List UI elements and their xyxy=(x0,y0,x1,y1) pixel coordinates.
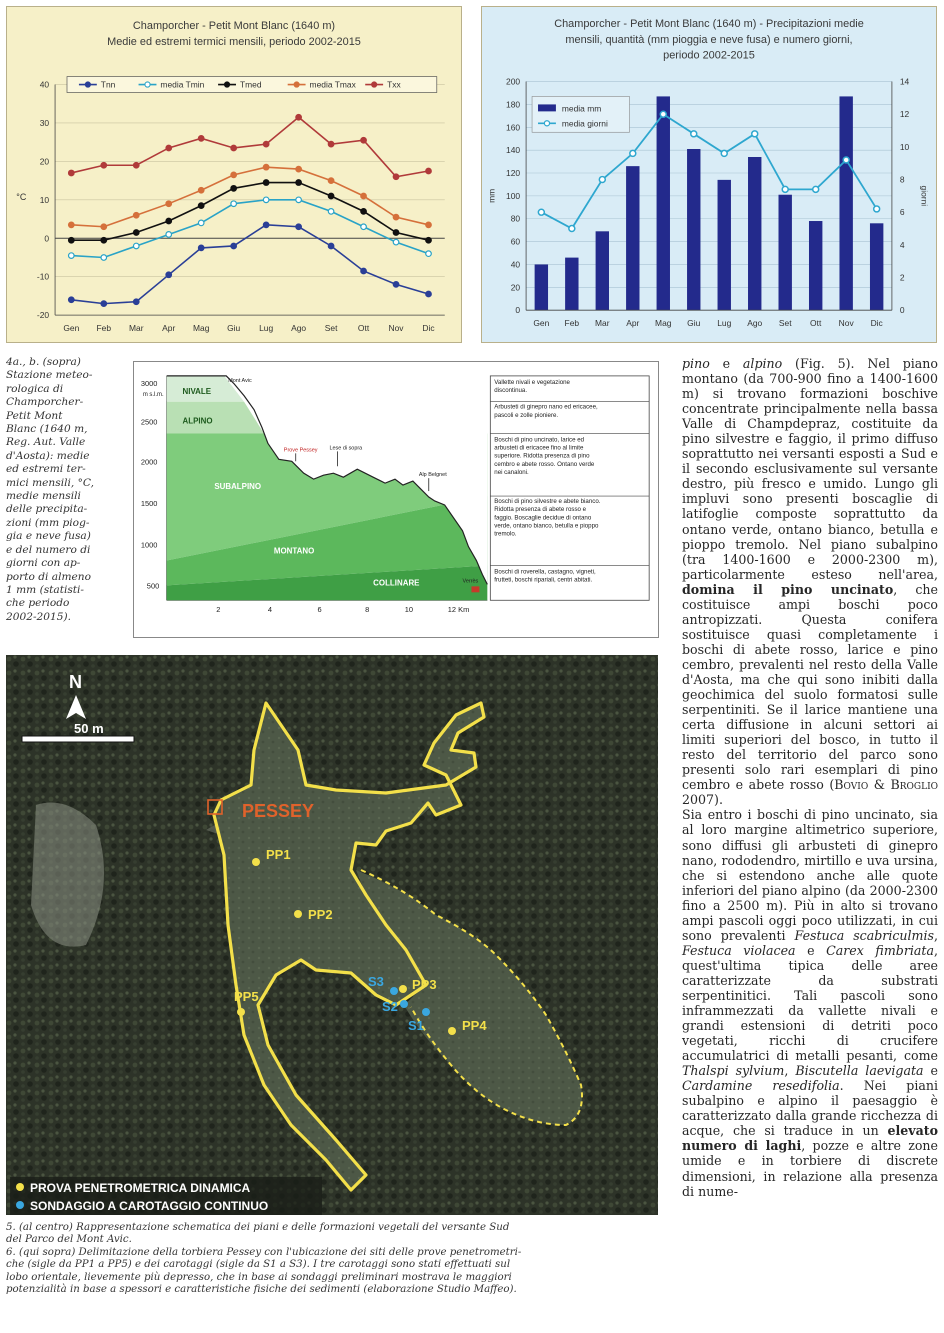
legend-label: media giorni xyxy=(561,118,608,129)
rock-area xyxy=(31,803,104,947)
days-point xyxy=(874,206,880,212)
data-point xyxy=(101,237,107,243)
y-tick-label: 10 xyxy=(39,194,50,205)
y-tick-3000: 3000 xyxy=(140,378,158,388)
y-unit: m s.l.m. xyxy=(142,391,164,398)
chart-title: Champorcher - Petit Mont Blanc (1640 m) xyxy=(132,19,336,32)
text-run: e xyxy=(923,1063,938,1079)
precipitation-chart xyxy=(481,6,937,343)
caption-line: che periodo xyxy=(6,597,70,610)
pp3-marker xyxy=(399,985,407,993)
caption-line: 5. (al centro) Rappresentazione schematica dei piani e delle formazioni vegetali del versante Sud xyxy=(6,1222,510,1233)
chart-legend xyxy=(67,77,437,93)
s3-marker xyxy=(390,987,398,995)
figure-caption-4 xyxy=(6,356,126,624)
data-point xyxy=(328,178,334,184)
x-tick-label: Set xyxy=(778,318,792,329)
text-run: alpino xyxy=(742,356,783,371)
text-run: , xyxy=(933,927,938,943)
legend-s-icon xyxy=(16,1201,24,1209)
description-line: arbusteti di ericacee fino al limite xyxy=(494,444,584,452)
caption-line: Blanc (1640 m, xyxy=(6,423,88,436)
legend-bar-swatch xyxy=(538,104,556,111)
pp5-marker xyxy=(237,1008,245,1016)
data-point xyxy=(101,224,107,230)
text-run: pino xyxy=(682,356,710,371)
site-label: PESSEY xyxy=(242,801,315,821)
caption-line: Petit Mont xyxy=(6,409,63,422)
caption-line: 6. (qui sopra) Delimitazione della torbiera Pessey con l'ubicazione dei siti delle prove penetrometri- xyxy=(6,1246,522,1258)
legend-label: Tmed xyxy=(239,79,262,90)
description-line: faggio. Boscaglie decidue di ontano xyxy=(494,514,592,522)
y-tick-label: 80 xyxy=(510,213,521,224)
caption-line: del Parco del Mont Avic. xyxy=(6,1234,132,1246)
text-run: , che costituisce ampi boschi poco antropizzati. Questa conifera sostituisce quasi completamente i boschi di abete rosso, larice e pino cembro, prevalenti nel resto della Valle d'Aosta, ma che qui sono inibiti dalla geochimica del suolo formatosi sulle serpentiniti. Se il larice mantiene una certa diffusione in alcuni settori ai limiti superiori del bosco, in tutto il resto del territorio del parco sono presenti solo rari esemplari di pino cembro e abete rosso ( xyxy=(682,581,938,793)
x-tick-label: Mar xyxy=(595,318,610,329)
y-tick-label: 180 xyxy=(506,99,521,110)
data-point xyxy=(263,164,269,170)
y-tick-label: 0 xyxy=(44,233,50,244)
x-tick-label: Feb xyxy=(564,318,580,329)
data-point xyxy=(361,209,367,215)
legend-swatch-point xyxy=(372,82,377,87)
legend-swatch-point xyxy=(224,82,229,87)
x-tick-label: Gen xyxy=(533,318,550,329)
y-tick-1000: 1000 xyxy=(140,540,158,550)
days-point xyxy=(630,150,636,156)
x-tick-label: Apr xyxy=(626,318,640,329)
vegetation-belts-diagram xyxy=(133,361,659,638)
text-run: Sia entro i boschi di pino uncinato, sia al loro margine altimetrico superiore, sono diffusi gli arbusteti di ginepro nano, rododendro, mirtillo e uva ursina, che si estendono anche alle quote inferiori del piano alpino (da 2000-2300 fino a 2500 m). Più in alto si trovano ampi pascoli oggi poco utilizzati, in cui sono prevalenti xyxy=(682,807,938,943)
data-point xyxy=(328,141,334,147)
x-tick-label: Ago xyxy=(291,323,307,334)
data-point xyxy=(69,170,75,176)
data-point xyxy=(133,212,139,218)
bar xyxy=(657,96,670,310)
y2-axis-label: giorni xyxy=(919,185,930,207)
x-tick-label: Mag xyxy=(192,323,210,334)
data-point xyxy=(328,193,334,199)
caption-line: Stazione meteo- xyxy=(6,369,93,382)
bar xyxy=(748,157,761,310)
bar xyxy=(839,96,852,310)
data-point xyxy=(296,114,302,120)
x-tick-6: 6 xyxy=(317,605,322,615)
data-point xyxy=(69,237,75,243)
legend-pp-label: PROVA PENETROMETRICA DINAMICA xyxy=(30,1181,251,1195)
data-point xyxy=(231,186,237,192)
description-line: pascoli e zolle pioniere. xyxy=(494,411,559,419)
place-alp-belgnet: Alp Belgnet xyxy=(418,472,447,479)
x-tick-label: Lug xyxy=(259,323,274,334)
temperature-chart-svg xyxy=(7,7,461,342)
legend-swatch-point xyxy=(294,82,299,87)
legend-label: media mm xyxy=(561,103,602,114)
y-tick-label: 0 xyxy=(515,305,521,316)
data-point xyxy=(426,251,432,257)
y2-tick-label: 12 xyxy=(899,109,910,120)
text-run: Biscutella laevigata xyxy=(795,1063,924,1079)
pp4-label: PP4 xyxy=(462,1018,487,1033)
x-tick-label: Giu xyxy=(227,323,241,334)
days-point xyxy=(538,209,544,215)
legend-swatch-point xyxy=(85,82,90,87)
y-tick-label: 120 xyxy=(506,167,521,178)
scale-bar xyxy=(22,736,134,742)
legend-label: Txx xyxy=(387,79,401,90)
place-lese-di-sopra: Lese di sopra xyxy=(329,445,363,452)
caption-line: lobo orientale, lievemente più depresso, che in base ai sondaggi preliminari mostrava le maggiori xyxy=(6,1271,512,1283)
data-point xyxy=(133,243,139,249)
bar xyxy=(687,149,700,310)
text-run: elevato numero di laghi xyxy=(682,1123,938,1154)
legend-label: media Tmin xyxy=(160,79,205,90)
y2-tick-label: 0 xyxy=(899,305,905,316)
caption-line: 4a., b. (sopra) xyxy=(6,356,81,368)
days-point xyxy=(721,150,727,156)
y-tick-label: 100 xyxy=(506,190,521,201)
north-label: N xyxy=(69,672,82,692)
s2-marker xyxy=(400,1000,408,1008)
pp2-label: PP2 xyxy=(308,907,333,922)
y-tick-label: -10 xyxy=(36,271,50,282)
x-tick-label: Dic xyxy=(422,323,435,334)
caption-line: gia e neve fusa) xyxy=(6,530,91,543)
text-run: e xyxy=(795,942,827,958)
y-tick-label: 20 xyxy=(510,282,521,293)
bar xyxy=(870,223,883,310)
data-point xyxy=(263,141,269,147)
caption-line: potenzialità in base a spessori e caratteristiche fisiche dei sedimenti (elaborazione Studio Maffeo). xyxy=(6,1284,517,1296)
data-point xyxy=(393,239,399,245)
data-point xyxy=(198,203,204,209)
description-line: Vallette nivali e vegetazione xyxy=(494,378,570,386)
description-line: nei canaloni. xyxy=(494,468,529,476)
x-tick-4: 4 xyxy=(267,605,272,615)
days-point xyxy=(660,111,666,117)
text-run: , xyxy=(784,1063,796,1079)
data-point xyxy=(101,301,107,307)
data-point xyxy=(166,145,172,151)
data-point xyxy=(296,166,302,172)
data-point xyxy=(231,243,237,249)
description-line: Boschi di pino uncinato, larice ed xyxy=(494,436,585,444)
caption-line: d'Aosta): medie xyxy=(6,449,90,462)
data-point xyxy=(361,193,367,199)
article-paragraph-1 xyxy=(682,356,938,807)
days-point xyxy=(813,186,819,192)
caption-line: Reg. Aut. Valle xyxy=(6,436,86,449)
data-point xyxy=(263,222,269,228)
bar xyxy=(779,195,792,310)
legend-label: Tnn xyxy=(100,79,116,90)
text-run: domina il pino uncinato xyxy=(682,581,894,597)
text-run: Cardamine resedifolia xyxy=(682,1078,840,1094)
legend-pp-icon xyxy=(16,1183,24,1191)
description-line: superiore. Ridotta presenza di pino xyxy=(494,452,590,460)
data-point xyxy=(426,222,432,228)
place-verres: Verrès xyxy=(462,578,479,585)
y2-tick-label: 14 xyxy=(899,76,910,87)
text-run: , pozze e altre zone umide e in torbiere di discrete dimensioni, in relazione alla presenza di nume- xyxy=(682,1138,938,1199)
y-tick-label: 30 xyxy=(39,117,50,128)
bar xyxy=(626,166,639,310)
data-point xyxy=(426,168,432,174)
series-line-0 xyxy=(71,225,428,304)
y2-tick-label: 10 xyxy=(899,141,910,152)
x-tick-8: 8 xyxy=(365,605,370,615)
data-point xyxy=(393,174,399,180)
text-run: 2007). xyxy=(682,792,723,808)
data-point xyxy=(328,243,334,249)
pp1-marker xyxy=(252,858,260,866)
caption-line: delle precipita- xyxy=(6,503,88,516)
data-point xyxy=(133,162,139,168)
data-point xyxy=(198,245,204,251)
y-tick-label: 140 xyxy=(506,145,521,156)
bar xyxy=(596,231,609,310)
data-point xyxy=(328,209,334,215)
x-tick-label: Ago xyxy=(747,318,763,329)
pp4-marker xyxy=(448,1027,456,1035)
caption-line: porto di almeno xyxy=(6,570,91,583)
legend-point-swatch xyxy=(544,121,549,126)
x-tick-label: Nov xyxy=(838,318,854,329)
series-line-4 xyxy=(71,117,428,177)
y-tick-500: 500 xyxy=(146,581,160,591)
y-tick-1500: 1500 xyxy=(140,498,158,508)
data-point xyxy=(231,201,237,207)
x-tick-label: Mag xyxy=(655,318,672,329)
days-point xyxy=(782,186,788,192)
data-point xyxy=(198,136,204,142)
chart-subtitle: Medie ed estremi termici mensili, periodo 2002-2015 xyxy=(107,35,361,48)
s3-label: S3 xyxy=(368,974,384,989)
data-point xyxy=(296,197,302,203)
x-tick-label: Mar xyxy=(128,323,144,334)
text-run: (Fig. 5). Nel piano montano (da 700-900 fino a 1400-1600 m) si trovano formazioni boschive concentrate principalmente nella bassa Valle di Champdepraz, costituite da pino silvestre e faggio, il primo diffuso soprattutto nei versanti esposti a Sud e il secondo esclusivamente sul versante destro, più fresco e umido. Lungo gli impluvi sono presenti boscaglie di latifoglie composte soprattutto da ontano verde, ontano bianco, betulla e pioppo tremolo. Nel piano subalpino (tra 1400-1600 e 2000-2300 m), particolarmente esteso nell'area, xyxy=(682,356,938,582)
caption-line: rologica di xyxy=(6,382,64,395)
data-point xyxy=(426,237,432,243)
y2-tick-label: 8 xyxy=(899,174,905,185)
article-column xyxy=(682,356,938,1199)
x-tick-label: Nov xyxy=(388,323,404,334)
zone-label-subalpino: SUBALPINO xyxy=(214,482,262,492)
days-point xyxy=(691,131,697,137)
x-tick-12: 12 Km xyxy=(447,605,470,615)
x-tick-10: 10 xyxy=(404,605,414,615)
data-point xyxy=(166,201,172,207)
place-prove-pessey: Prove Pessey xyxy=(283,447,318,454)
bar xyxy=(718,180,731,310)
data-point xyxy=(263,180,269,186)
text-run: Festuca violacea xyxy=(682,942,796,958)
legend-s-label: SONDAGGIO A CAROTAGGIO CONTINUO xyxy=(30,1199,269,1213)
pp1-label: PP1 xyxy=(266,847,291,862)
description-line: Boschi di pino silvestre e abete bianco. xyxy=(494,497,601,505)
data-point xyxy=(296,224,302,230)
data-point xyxy=(101,255,107,261)
data-point xyxy=(198,187,204,193)
scale-label: 50 m xyxy=(74,721,104,736)
data-point xyxy=(296,180,302,186)
text-run: , quest'ultima tipica delle aree caratterizzate da substrati serpentinitici. Tali pascoli sono inframmezzati da vallette nivali e grandi estensioni di detriti poco vegetati, ricchi di crucifere accumulatrici di metalli pesanti, come xyxy=(682,942,938,1064)
chart-title-line-3: periodo 2002-2015 xyxy=(663,49,755,62)
description-line: frutteti, boschi ripariali, centri abitati. xyxy=(494,576,593,584)
y-tick-2500: 2500 xyxy=(140,417,158,427)
chart-title-line-1: Champorcher - Petit Mont Blanc (1640 m) - Precipitazioni medie xyxy=(554,17,864,30)
description-line: tremolo. xyxy=(494,530,517,538)
data-point xyxy=(69,253,75,259)
data-point xyxy=(393,214,399,220)
y-tick-label: 160 xyxy=(506,122,521,133)
data-point xyxy=(263,197,269,203)
bar xyxy=(809,221,822,310)
text-run: . Nei piani subalpino e alpino il paesaggio è caratterizzato dalla grande ricchezza di acque, che si traduce in un xyxy=(682,1078,938,1139)
y-tick-label: 40 xyxy=(510,259,521,270)
zone-alpino xyxy=(167,402,264,434)
x-tick-label: Ott xyxy=(810,318,822,329)
data-point xyxy=(133,230,139,236)
bar xyxy=(565,258,578,311)
zone-label-alpino: ALPINO xyxy=(182,416,213,426)
caption-line: 2002-2015). xyxy=(6,610,72,623)
pp5-label: PP5 xyxy=(234,989,259,1004)
x-tick-label: Ott xyxy=(357,323,370,334)
temperature-chart xyxy=(6,6,462,343)
vegetation-belts-svg xyxy=(134,362,658,637)
pessey-aerial-map xyxy=(6,655,658,1215)
data-point xyxy=(166,232,172,238)
data-point xyxy=(361,224,367,230)
description-line: verde, ontano bianco, betulla e pioppo xyxy=(494,522,599,530)
article-paragraph-2 xyxy=(682,807,938,1198)
chart-series xyxy=(69,114,432,306)
s1-label: S1 xyxy=(408,1018,424,1033)
caption-line: e del numero di xyxy=(6,543,91,556)
description-line: discontinua. xyxy=(494,386,528,394)
caption-line: medie mensili xyxy=(6,490,81,503)
caption-line: mici mensili, °C, xyxy=(6,476,94,489)
description-line: cembro e abete rosso. Ontano verde xyxy=(494,460,595,468)
data-point xyxy=(166,272,172,278)
zone-label-montano: MONTANO xyxy=(273,546,315,556)
data-point xyxy=(426,291,432,297)
series-line-1 xyxy=(71,200,428,258)
village-icon xyxy=(471,586,479,592)
s1-marker xyxy=(422,1008,430,1016)
data-point xyxy=(361,137,367,143)
bar xyxy=(535,264,548,310)
x-tick-label: Feb xyxy=(96,323,112,334)
y-axis-label: °C xyxy=(16,191,27,202)
days-point xyxy=(752,131,758,137)
x-tick-label: Dic xyxy=(870,318,883,329)
description-line: Arbusteti di ginepro nano ed ericacee, xyxy=(494,403,598,411)
series-line-3 xyxy=(71,167,428,227)
y-tick-label: 200 xyxy=(506,76,521,87)
legend-swatch-point xyxy=(145,82,150,87)
data-point xyxy=(393,230,399,236)
legend-label: media Tmax xyxy=(309,79,356,90)
zone-label-nivale: NIVALE xyxy=(182,386,212,396)
days-point xyxy=(843,157,849,163)
x-tick-2: 2 xyxy=(216,605,221,615)
y-tick-label: 40 xyxy=(39,79,50,90)
caption-line: ed estremi ter- xyxy=(6,463,86,476)
text-run: Thalspi sylvium xyxy=(682,1063,785,1079)
chart-legend xyxy=(532,96,629,132)
pessey-map-svg xyxy=(6,655,658,1215)
y2-tick-label: 6 xyxy=(899,207,905,218)
x-tick-label: Giu xyxy=(687,318,701,329)
caption-line: zioni (mm piog- xyxy=(6,516,90,529)
caption-line: giorni con ap- xyxy=(6,557,81,570)
data-point xyxy=(361,268,367,274)
x-tick-label: Gen xyxy=(63,323,80,334)
caption-line: 1 mm (statisti- xyxy=(6,583,85,596)
data-point xyxy=(69,222,75,228)
text-run: Bovio & Broglio xyxy=(834,777,939,793)
x-tick-label: Set xyxy=(324,323,338,334)
precipitation-chart-svg xyxy=(482,7,936,342)
data-point xyxy=(166,218,172,224)
y2-tick-label: 2 xyxy=(899,272,905,283)
text-run: Carex fimbriata xyxy=(826,942,934,958)
x-tick-label: Apr xyxy=(162,323,176,334)
data-point xyxy=(69,297,75,303)
y2-tick-label: 4 xyxy=(899,239,905,250)
s2-label: S2 xyxy=(382,999,398,1014)
caption-line: Champorcher- xyxy=(6,396,84,409)
figure-caption-5-6 xyxy=(6,1222,662,1296)
data-point xyxy=(231,172,237,178)
days-point xyxy=(569,226,575,232)
data-point xyxy=(133,299,139,305)
text-run: Festuca scabriculmis xyxy=(794,927,934,943)
y-tick-label: 20 xyxy=(39,156,50,167)
y-tick-2000: 2000 xyxy=(140,457,158,467)
y-tick-label: 60 xyxy=(510,236,521,247)
text-run: e xyxy=(709,356,743,371)
description-line: Boschi di roverella, castagno, vigneti, xyxy=(494,568,596,576)
data-point xyxy=(101,162,107,168)
zone-label-collinare: COLLINARE xyxy=(373,578,420,588)
chart-title-line-2: mensili, quantità (mm pioggia e neve fusa) e numero giorni, xyxy=(565,33,853,46)
y-axis-label: mm xyxy=(486,188,497,203)
days-point xyxy=(599,177,605,183)
data-point xyxy=(198,220,204,226)
place-mont-avic: Mont Avic xyxy=(228,377,252,384)
caption-line: che (sigle da PP1 a PP5) e dei carotaggi (sigle da S1 a S3). I tre carotaggi sono stati effettuati sul xyxy=(6,1259,511,1271)
data-point xyxy=(393,282,399,288)
data-point xyxy=(231,145,237,151)
description-line: Ridotta presenza di abete rosso e xyxy=(494,506,587,514)
pp2-marker xyxy=(294,910,302,918)
pp3-label: PP3 xyxy=(412,977,437,992)
y-tick-label: -20 xyxy=(36,310,50,321)
x-tick-label: Lug xyxy=(717,318,732,329)
